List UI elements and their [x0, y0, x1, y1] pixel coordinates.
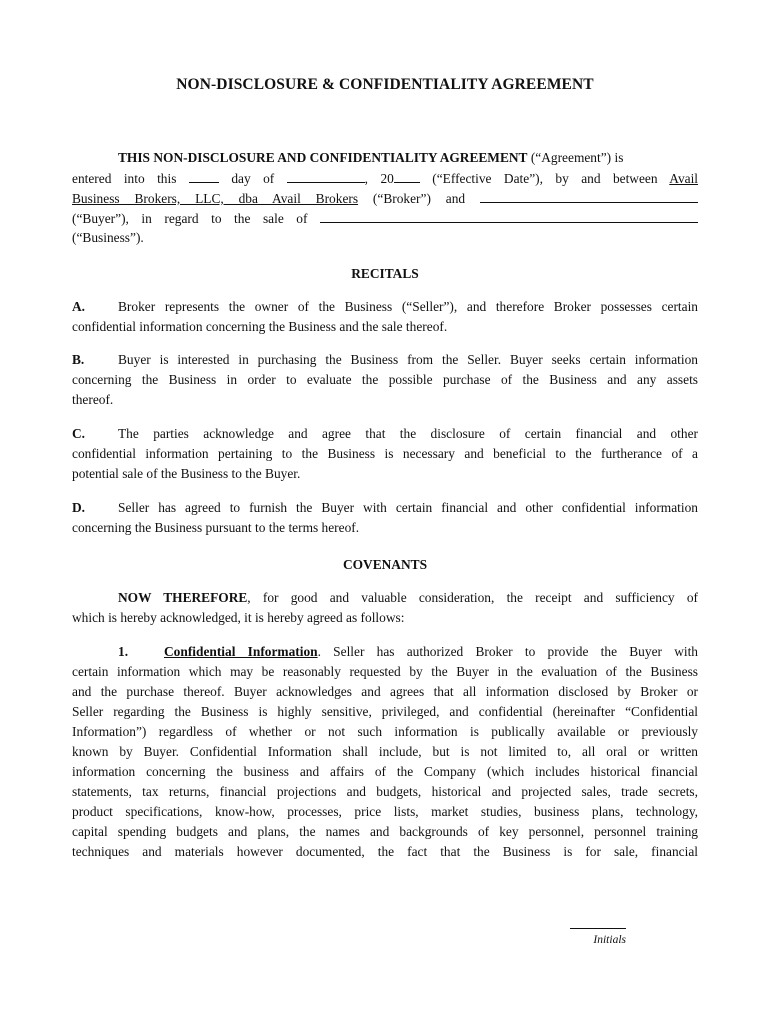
document-title: NON-DISCLOSURE & CONFIDENTIALITY AGREEMENT [176, 76, 594, 93]
section-1-line-5: Information”) regardless of whether or not such information is publically available or previously [72, 724, 698, 739]
section-1-line-9: product specifications, know-how, processes, price lists, market studies, business plans, technology, [72, 804, 698, 819]
initials-blank[interactable] [570, 928, 626, 929]
section-1-line-1: 1. Confidential Information. Seller has authorized Broker to provide the Buyer with [118, 644, 699, 659]
recital-b-line-2: concerning the Business in order to evaluate the possible purchase of the Business and any assets [72, 372, 698, 387]
recital-b-line-3: thereof. [72, 392, 114, 407]
recital-d-line-1: D. Seller has agreed to furnish the Buyer with certain financial and other confidential information [72, 500, 698, 515]
day-blank[interactable] [189, 168, 219, 183]
section-1-line-11: techniques and materials however documented, the fact that the Business is for sale, financial [72, 844, 698, 859]
business-name-blank[interactable] [320, 208, 698, 223]
recital-c [72, 424, 698, 484]
section-1-line-8: statements, tax returns, financial projections and budgets, historical and projected sales, trade secrets, [72, 784, 698, 799]
section-1-line-4: Seller regarding the Business is highly sensitive, privileged, and confidential (hereinafter “Confidential [72, 704, 698, 719]
recital-b-line-1: B. Buyer is interested in purchasing the Business from the Seller. Buyer seeks certain information [72, 352, 698, 367]
recital-c-line-3: potential sale of the Business to the Buyer. [72, 466, 301, 481]
section-1-heading: Confidential Information [164, 644, 318, 659]
section-1-confidential-information [72, 642, 698, 862]
section-1-line-2: certain information which may be reasonably requested by the Buyer in the evaluation of the Business [72, 664, 698, 679]
recital-a-line-1: A. Broker represents the owner of the Business (“Seller”), and therefore Broker possesses certain [72, 299, 698, 314]
month-blank[interactable] [287, 168, 365, 183]
now-therefore-paragraph [72, 588, 698, 628]
intro-line-4: (“Buyer”), in regard to the sale of [72, 208, 698, 228]
covenants-heading: COVENANTS [342, 557, 428, 572]
recital-d-line-2: concerning the Business pursuant to the terms hereof. [72, 520, 360, 535]
now-therefore-line-2: which is hereby acknowledged, it is hereby agreed as follows: [72, 610, 405, 625]
initials-label: Initials [593, 934, 626, 946]
now-therefore-line-1: NOW THEREFORE, for good and valuable consideration, the receipt and sufficiency of [118, 590, 698, 605]
recital-c-line-1: C. The parties acknowledge and agree that the disclosure of certain financial and other [72, 426, 698, 441]
section-1-line-6: known by Buyer. Confidential Information shall include, but is not limited to, all oral or written [72, 744, 698, 759]
section-1-line-7: information concerning the business and affairs of the Company (which includes historical financial [72, 764, 698, 779]
section-1-line-10: capital spending budgets and plans, the names and backgrounds of key personnel, personnel training [72, 824, 698, 839]
recital-a [72, 297, 698, 337]
recital-a-line-2: confidential information concerning the Business and the sale thereof. [72, 319, 448, 334]
intro-line-3: Business Brokers, LLC, dba Avail Brokers (“Broker”) and [72, 188, 698, 208]
intro-paragraph [72, 148, 698, 248]
section-1-line-3: and the purchase thereof. Buyer acknowledges and agrees that all information disclosed by Broker or [72, 684, 698, 699]
intro-line-1: THIS NON-DISCLOSURE AND CONFIDENTIALITY AGREEMENT (“Agreement”) is [118, 150, 624, 165]
recital-d [72, 498, 698, 538]
recital-c-line-2: confidential information pertaining to the Business is necessary and beneficial to the furtherance of a [72, 446, 698, 461]
broker-name: Business Brokers, LLC, dba Avail Brokers [72, 191, 359, 206]
intro-line-2: entered into this day of , 20 (“Effective Date”), by and between Avail [72, 168, 698, 188]
agreement-lead: THIS NON-DISCLOSURE AND CONFIDENTIALITY AGREEMENT [118, 150, 528, 165]
recital-b [72, 350, 698, 410]
year-blank[interactable] [394, 168, 420, 183]
intro-line-5: (“Business”). [72, 230, 144, 245]
recitals-heading: RECITALS [351, 266, 419, 281]
buyer-name-blank[interactable] [480, 188, 698, 203]
